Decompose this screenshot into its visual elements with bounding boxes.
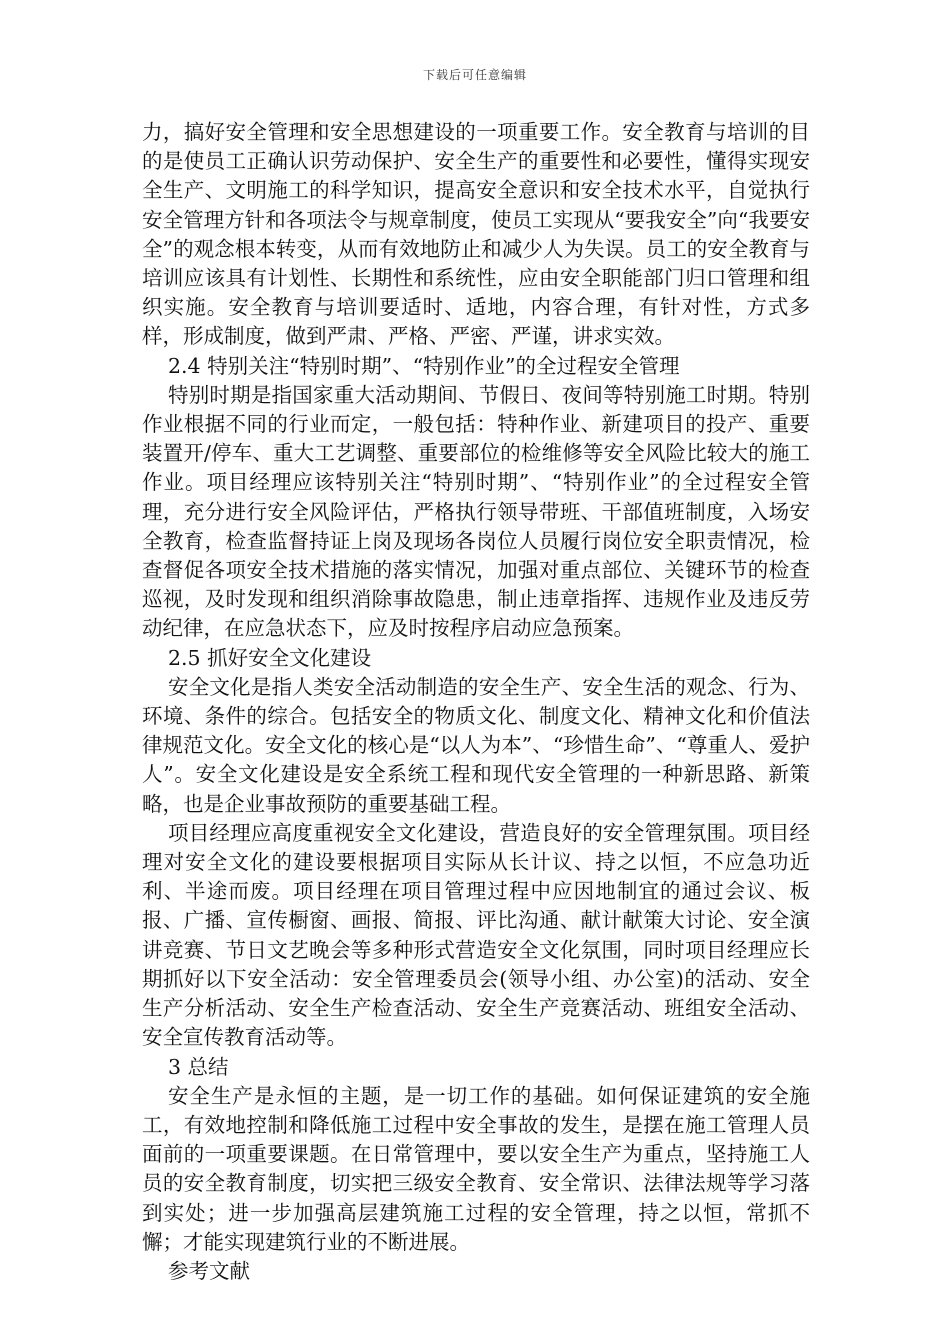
page-header: 下载后可任意编辑 xyxy=(422,68,527,82)
paragraph-special-period: 特别时期是指国家重大活动期间、节假日、夜间等特别施工时期。特别作业根据不同的行业而定，一般包括：特种作业、新建项目的投产、重要装置开/停车、重大工艺调整、重要部位的检维修等安全风险比较大的施工作业。项目经理应该特别关注“特别时期”、“特别作业”的全过程安全管理，充分进行安全风险评估，严格执行领导带班、干部值班制度，入场安全教育，检查监督持证上岗及现场各岗位人员履行岗位安全职责情况，检查督促各项安全技术措施的落实情况，加强对重点部位、关键环节的检查巡视，及时发现和组织消除事故隐患，制止违章指挥、违规作业及违反劳动纪律，在应急状态下，应及时按程序启动应急预案。 xyxy=(142,382,810,641)
section-heading-2-5: 2.5 抓好安全文化建设 xyxy=(168,645,372,670)
paragraph-safety-training: 力，搞好安全管理和安全思想建设的一项重要工作。安全教育与培训的目的是使员工正确认识劳动保护、安全生产的重要性和必要性，懂得实现安全生产、文明施工的科学知识，提高安全意识和安全技术水平，自觉执行安全管理方针和各项法令与规章制度，使员工实现从“要我安全”向“我要安全”的观念根本转变，从而有效地防止和减少人为失误。员工的安全教育与培训应该具有计划性、长期性和系统性，应由安全职能部门归口管理和组织实施。安全教育与培训要适时、适地，内容合理，有针对性，方式多样，形成制度，做到严肃、严格、严密、严谨，讲求实效。 xyxy=(142,120,810,349)
section-heading-3: 3 总结 xyxy=(168,1054,229,1079)
document-body xyxy=(142,118,810,1286)
paragraph-project-manager: 项目经理应高度重视安全文化建设，营造良好的安全管理氛围。项目经理对安全文化的建设要根据项目实际从长计议、持之以恒，不应急功近利、半途而废。项目经理在项目管理过程中应因地制宜的通过会议、板报、广播、宣传橱窗、画报、简报、评比沟通、献计献策大讨论、安全演讲竞赛、节日文艺晚会等多种形式营造安全文化氛围，同时项目经理应长期抓好以下安全活动：安全管理委员会(领导小组、办公室)的活动、安全生产分析活动、安全生产检查活动、安全生产竞赛活动、班组安全活动、安全宣传教育活动等。 xyxy=(142,820,810,1050)
references-heading: 参考文献 xyxy=(168,1258,250,1283)
paragraph-summary: 安全生产是永恒的主题，是一切工作的基础。如何保证建筑的安全施工，有效地控制和降低施工过程中安全事故的发生，是摆在施工管理人员面前的一项重要课题。在日常管理中，要以安全生产为重点，坚持施工人员的安全教育制度，切实把三级安全教育、安全常识、法律法规等学习落到实处；进一步加强高层建筑施工过程的安全管理，持之以恒，常抓不懈；才能实现建筑行业的不断进展。 xyxy=(142,1083,810,1254)
paragraph-safety-culture: 安全文化是指人类安全活动制造的安全生产、安全生活的观念、行为、环境、条件的综合。包括安全的物质文化、制度文化、精神文化和价值法律规范文化。安全文化的核心是“以人为本”、“珍惜生命”、“尊重人、爱护人”。安全文化建设是安全系统工程和现代安全管理的一种新思路、新策略，也是企业事故预防的重要基础工程。 xyxy=(142,674,810,816)
section-heading-2-4: 2.4 特别关注“特别时期”、“特别作业”的全过程安全管理 xyxy=(168,353,680,378)
